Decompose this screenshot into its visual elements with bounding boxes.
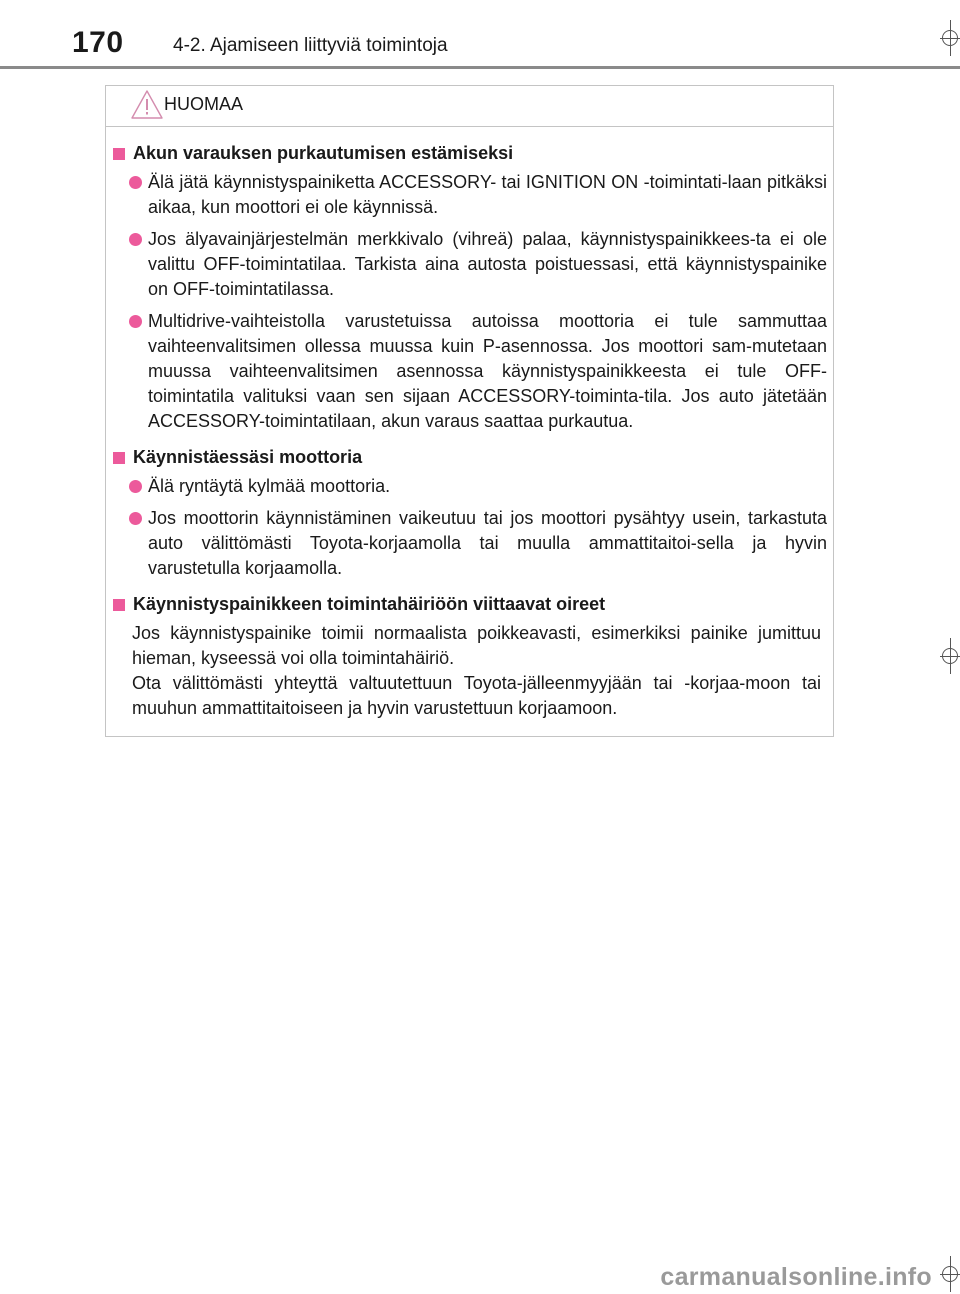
square-bullet-icon xyxy=(113,148,125,160)
paragraph: Jos käynnistyspainike toimii normaalista poikkeavasti, esimerkiksi painike jumittuu hieman, kyseessä voi olla toimintahäiriö. xyxy=(132,623,821,668)
round-bullet-icon xyxy=(129,176,142,189)
section-heading xyxy=(113,444,835,470)
list-item xyxy=(106,227,835,302)
square-bullet-icon xyxy=(113,452,125,464)
list-item xyxy=(106,506,835,581)
list-item xyxy=(106,474,835,499)
crop-mark-icon xyxy=(940,638,960,674)
section-heading xyxy=(113,140,835,166)
round-bullet-icon xyxy=(129,512,142,525)
paragraph: Ota välittömästi yhteyttä valtuutettuun Toyota-jälleenmyyjään tai -korjaa-moon tai muuhun ammattitaitoiseen ja hyvin varustettuun korjaamoon. xyxy=(132,673,821,718)
notice-box xyxy=(105,85,834,737)
round-bullet-icon xyxy=(129,480,142,493)
page-number: 170 xyxy=(72,26,124,59)
notice-header xyxy=(106,86,833,127)
crop-mark-icon xyxy=(940,1256,960,1292)
section-title: 4-2. Ajamiseen liittyviä toimintoja xyxy=(173,35,448,56)
list-item-text: Jos moottorin käynnistäminen vaikeutuu tai jos moottori pysähtyy usein, tarkastuta auto välittömästi Toyota-korjaamolla tai muulla ammattitaitoi-sella ja hyvin varustetulla korjaamolla. xyxy=(148,508,827,578)
list-item xyxy=(106,309,835,434)
notice-title: HUOMAA xyxy=(164,94,244,114)
warning-triangle-icon xyxy=(130,89,164,120)
header-rule xyxy=(0,66,960,69)
section-heading xyxy=(113,591,835,617)
list-item-text: Älä jätä käynnistyspainiketta ACCESSORY- tai IGNITION ON -toimintati-laan pitkäksi aikaa, kun moottori ei ole käynnissä. xyxy=(148,172,827,217)
crop-mark-icon xyxy=(940,20,960,56)
section-heading-text: Käynnistyspainikkeen toimintahäiriöön viittaavat oireet xyxy=(133,594,606,614)
list-item-text: Multidrive-vaihteistolla varustetuissa autoissa moottoria ei tule sammuttaa vaihteenvalitsimen ollessa muussa kuin P-asennossa. Jos moottori sam-mutetaan muussa vaihteenvalitsimen asennossa käynnistyspainikkeesta ei tule OFF-toimintatila valituksi vaan sen sijaan ACCESSORY-toiminta-tila. Jos auto jätetään ACCESSORY-toimintatilaan, akun varaus saattaa purkautua. xyxy=(148,311,827,431)
square-bullet-icon xyxy=(113,599,125,611)
round-bullet-icon xyxy=(129,233,142,246)
list-item xyxy=(106,170,835,220)
notice-body xyxy=(106,140,835,721)
section-heading-text: Käynnistäessäsi moottoria xyxy=(133,447,363,467)
list-item-text: Älä ryntäytä kylmää moottoria. xyxy=(148,476,391,496)
watermark: carmanualsonline.info xyxy=(660,1263,932,1291)
round-bullet-icon xyxy=(129,315,142,328)
list-item-text: Jos älyavainjärjestelmän merkkivalo (vihreä) palaa, käynnistyspainikkees-ta ei ole valittu OFF-toimintatilaa. Tarkista aina autosta poistuessasi, että käynnistyspainike on OFF-toimintatilassa. xyxy=(148,229,827,299)
section-heading-text: Akun varauksen purkautumisen estämiseksi xyxy=(133,143,514,163)
